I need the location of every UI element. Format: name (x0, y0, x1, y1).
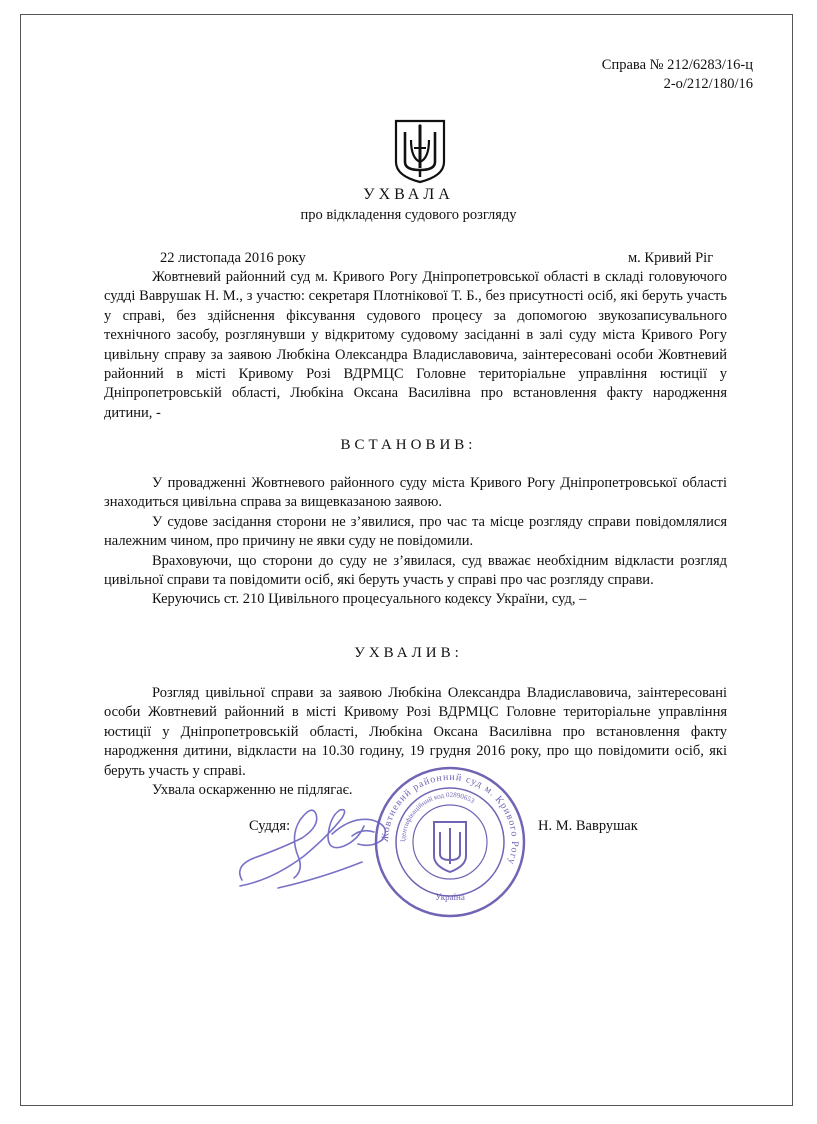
heading-established: ВСТАНОВИВ: (340, 437, 477, 453)
established-paragraph: Враховуючи, що сторони до суду не з’явилася, суд вважає необхідним відкласти розгляд цивільної справи та повідомити осіб, які беруть участь у справі про час розгляду справи. (104, 552, 727, 589)
stamp-outer-text: Жовтневий районний суд м. Кривого Рогу (379, 771, 521, 867)
judge-name: Н. М. Ваврушак (538, 818, 638, 834)
case-number-secondary: 2-о/212/180/16 (663, 76, 753, 92)
document-place: м. Кривий Ріг (628, 250, 714, 266)
document-date: 22 листопада 2016 року (160, 250, 306, 266)
judge-signature-icon (232, 796, 402, 896)
intro-paragraph-block (104, 268, 727, 423)
stamp-inner-text: Ідентифікаційний код 02890653 (398, 790, 476, 843)
judge-label: Суддя: (249, 818, 291, 834)
established-paragraph: У провадженні Жовтневого районного суду міста Кривого Рогу Дніпропетровської області знаходиться цивільна справа за вищевказаною заявою. (104, 475, 727, 511)
svg-text:Ідентифікаційний код 02890653 (399, 791, 476, 842)
heading-ruled: УХВАЛИВ: (354, 645, 463, 661)
ruled-paragraph: Розгляд цивільної справи за заявою Любкіна Олександра Владиславовича, заінтересовані особи Жовтневий районний в місті Кривому Розі ВДРМЦС Головне територіальне управління юстиції у Дніпропетровській області, Любкіна Оксана Василівна про встановлення факту народження дитини, відкласти на 10.30 годину, 19 грудня 2016 року, про що повідомити осіб, які беруть участь у справі. (104, 685, 727, 779)
ruled-paragraph: Ухвала оскарженню не підлягає. (152, 782, 353, 799)
case-numbers (602, 56, 753, 94)
document-subtitle: про відкладення судового розгляду (300, 207, 517, 223)
established-section (104, 474, 727, 610)
intro-paragraph: Жовтневий районний суд м. Кривого Рогу Дніпропетровської області в складі головуючого судді Ваврушак Н. М., з участю: секретаря Плотнікової Т. Б., без присутності осіб, які беруть участь у справі, без здійснення фіксування судового процесу за допомогою звукозаписувального технічного засобу, розглянувши у відкритому судовому засіданні в залі суду міста Кривого Рогу цивільну справу за заявою Любкіна Олександра Владиславовича, заінтересовані особи Жовтневий районний в місті Кривому Розі ВДРМЦС Головне територіальне управління юстиції у Дніпропетровській області, Любкіна Оксана Василівна про встановлення факту народження дитини, - (104, 269, 727, 421)
case-number-primary: Справа № 212/6283/16-ц (601, 57, 753, 73)
established-paragraph: У судове засідання сторони не з’явилися, про час та місце розгляду справи повідомлялися належним чином, про причину не явки суду не повідомили. (104, 513, 727, 550)
document-title: УХВАЛА (363, 186, 454, 203)
stamp-country: Україна (435, 892, 465, 902)
coat-of-arms-icon (393, 118, 447, 184)
established-paragraph: Керуючись ст. 210 Цивільного процесуального кодексу України, суд, – (152, 591, 587, 608)
